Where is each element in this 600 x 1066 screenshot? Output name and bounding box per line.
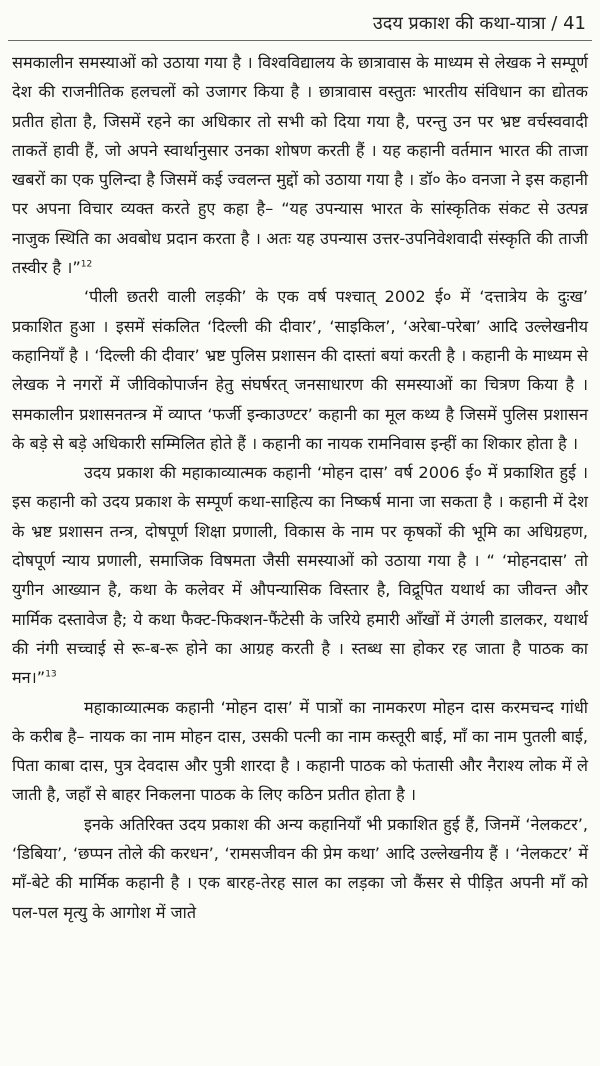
paragraph-5: इनके अतिरिक्त उदय प्रकाश की अन्य कहानियाँ भी प्रकाशित हुई हैं, जिनमें ‘नेलकटर’, ‘डिबिया’, ‘छप्पन तोले की करधन’, ‘रामसजीवन की प्रेम कथा’ आदि उल्लेखनीय हैं । ‘नेलकटर’ में माँ-बेटे की मार्मिक कहानी है । एक बारह-तेरह साल का लड़का जो कैंसर से पीड़ित अपनी माँ को पल-पल मृत्यु के आगोश में जाते [12,814,588,922]
paragraph-4: महाकाव्यात्मक कहानी ‘मोहन दास’ में पात्रों का नामकरण मोहन दास करमचन्द गांधी के करीब है– नायक का नाम मोहन दास, उसकी पत्नी का नाम कस्तूरी बाई, माँ का नाम पुतली बाई, पिता काबा दास, पुत्र देवदास और पुत्री शारदा है । कहानी पाठक को फंतासी और नैराश्य लोक में ले जाती है, जहाँ से बाहर निकलना पाठक के लिए कठिन प्रतीत होता है । [12,697,588,805]
header-rule [8,40,592,41]
paragraph-3-text: उदय प्रकाश की महाकाव्यात्मक कहानी ‘मोहन दास’ वर्ष 2006 ई० में प्रकाशित हुई । इस कहानी को उदय प्रकाश के सम्पूर्ण कथा-साहित्य का निष्कर्ष माना जा सकता है । कहानी में देश के भ्रष्ट प्रशासन तन्त्र, दोषपूर्ण शिक्षा प्रणाली, विकास के नाम पर कृषकों की भूमि का अधिग्रहण, दोषपूर्ण न्याय प्रणाली, समाजिक विषमता जैसी समस्याओं को उठाया गया है । “ ‘मोहनदास’ तो युगीन आख्यान है, कथा के कलेवर में औपन्यासिक विस्तार है, विद्रूपित यथार्थ का जीवन्त और मार्मिक दस्तावेज है; ये कथा फैक्ट-फिक्शन-फैंटेसी के जरिये हमारी आँखों में उंगली डालकर, यथार्थ की नंगी सच्चाई से रू-ब-रू होने का आग्रह करती है । स्तब्ध सा होकर रह जाता है पाठक का मन।” [12,463,588,688]
paragraph-1 [12,48,588,282]
paragraph-1-text: समकालीन समस्याओं को उठाया गया है । विश्वविद्यालय के छात्रावास के माध्यम से लेखक ने सम्पूर्ण देश की राजनीतिक हलचलों को उजागर किया है । छात्रावास वस्तुतः भारतीय संविधान का द्योतक प्रतीत होता है, जिसमें रहने का अधिकार तो सभी को दिया गया है, परन्तु उन पर भ्रष्ट वर्चस्ववादी ताकतें हावी हैं, जो अपने स्वार्थानुसार उनका शोषण करती हैं । यह कहानी वर्तमान भारत की ताजा खबरों का एक पुलिन्दा है जिसमें कई ज्वलन्त मुद्दों को उठाया गया है । डॉ० के० वनजा ने इस कहानी पर अपना विचार व्यक्त करते हुए कहा है– “यह उपन्यास भारत के सांस्कृतिक संकट से उत्पन्न नाजुक स्थिति का अवबोध प्रदान करता है । अतः यह उपन्यास उत्तर-उपनिवेशवादी संस्कृति की ताजी तस्वीर है ।” [12,53,588,278]
footnote-ref-12: 12 [80,259,93,270]
running-header: उदय प्रकाश की कथा-यात्रा / 41 [372,13,586,34]
paragraph-3 [12,458,588,692]
footnote-ref-13: 13 [45,669,57,680]
paragraph-2: ‘पीली छतरी वाली लड़की’ के एक वर्ष पश्चात् 2002 ई० में ‘दत्तात्रेय के दुःख’ प्रकाशित हुआ । इसमें संकलित ‘दिल्ली की दीवार’, ‘साइकिल’, ‘अरेबा-परेबा’ आदि उल्लेखनीय कहानियाँ है । ‘दिल्ली की दीवार’ भ्रष्ट पुलिस प्रशासन की दास्तां बयां करती है । कहानी के माध्यम से लेखक ने नगरों में जीविकोपार्जन हेतु संघर्षरत् जनसाधारण की समस्याओं का चित्रण किया है । समकालीन प्रशासनतन्त्र में व्याप्त ‘फर्जी इन्काउण्टर’ कहानी का मूल कथ्य है जिसमें पुलिस प्रशासन के बड़े से बड़े अधिकारी सम्मिलित होते हैं । कहानी का नायक रामनिवास इन्हीं का शिकार होता है । [12,287,588,453]
body-text [12,48,588,927]
